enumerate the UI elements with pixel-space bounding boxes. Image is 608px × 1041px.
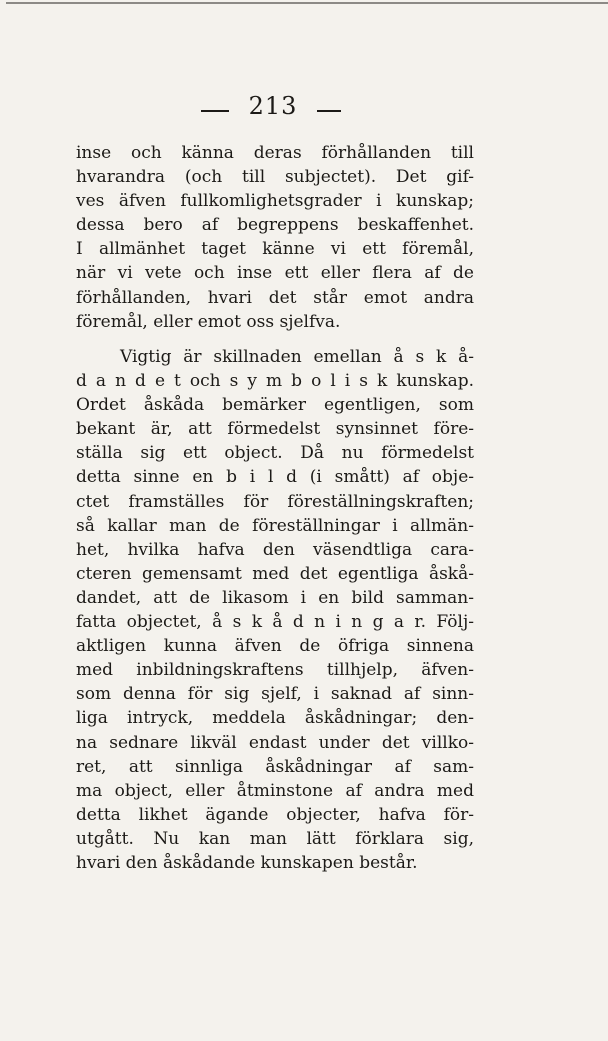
text-line: detta likhet ägande objecter, hafva för-: [76, 804, 474, 825]
text-line: detta sinne en b i l d (i smått) af obje-: [76, 467, 474, 488]
text-line: föremål, eller emot oss sjelfva.: [76, 311, 341, 332]
paragraph-2: [76, 345, 474, 875]
text-line: cteren gemensamt med det egentliga åskå-: [76, 563, 474, 584]
text-line: ret, att sinnliga åskådningar af sam-: [76, 756, 474, 777]
text-line: dandet, att de likasom i en bild samman-: [76, 587, 474, 608]
text-line: utgått. Nu kan man lätt förklara sig,: [76, 828, 474, 849]
text-line: I allmänhet taget känne vi ett föremål,: [76, 239, 474, 260]
text-line: inse och känna deras förhållanden till: [76, 143, 474, 163]
text-line: så kallar man de föreställningar i allmän-: [76, 515, 474, 536]
page-header: [0, 90, 608, 130]
text-line: Ordet åskåda bemärker egentligen, som: [76, 395, 474, 416]
text-line: ctet framställes för föreställningskraften;: [76, 491, 474, 512]
text-line: d a n d e t och s y m b o l i s k kunskap.: [76, 371, 474, 392]
text-line: het, hvilka hafva den väsendtliga cara-: [76, 539, 474, 560]
text-line: aktligen kunna äfven de öfriga sinnena: [76, 636, 474, 657]
page-number: 213: [248, 92, 298, 120]
text-line: ves äfven fullkomlighetsgrader i kunskap;: [76, 191, 474, 212]
text-line: bekant är, att förmedelst synsinnet före-: [76, 419, 474, 440]
text-line: ställa sig ett object. Då nu förmedelst: [76, 443, 474, 464]
text-line: na sednare likväl endast under det villko-: [76, 732, 474, 753]
text-line: hvarandra (och till subjectet). Det gif-: [76, 167, 474, 188]
text-line: hvari den åskådande kunskapen består.: [76, 852, 418, 873]
text-line: fatta objectet, å s k å d n i n g a r. Följ-: [76, 612, 474, 633]
text-line: när vi vete och inse ett eller flera af de: [76, 263, 474, 284]
top-edge-rule: [6, 2, 608, 4]
text-line: dessa bero af begreppens beskaffenhet.: [76, 215, 474, 236]
header-dash-right: [317, 110, 341, 112]
text-line: liga intryck, meddela åskådningar; den-: [76, 708, 474, 729]
header-dash-left: [201, 110, 229, 112]
text-line: ma object, eller åtminstone af andra med: [76, 780, 474, 801]
text-line: som denna för sig sjelf, i saknad af sinn-: [76, 684, 474, 705]
text-line: Vigtig är skillnaden emellan å s k å-: [120, 347, 474, 367]
text-line: förhållanden, hvari det står emot andra: [76, 287, 474, 308]
paragraph-1: [76, 141, 474, 334]
text-line: med inbildningskraftens tillhjelp, äfven-: [76, 660, 474, 681]
